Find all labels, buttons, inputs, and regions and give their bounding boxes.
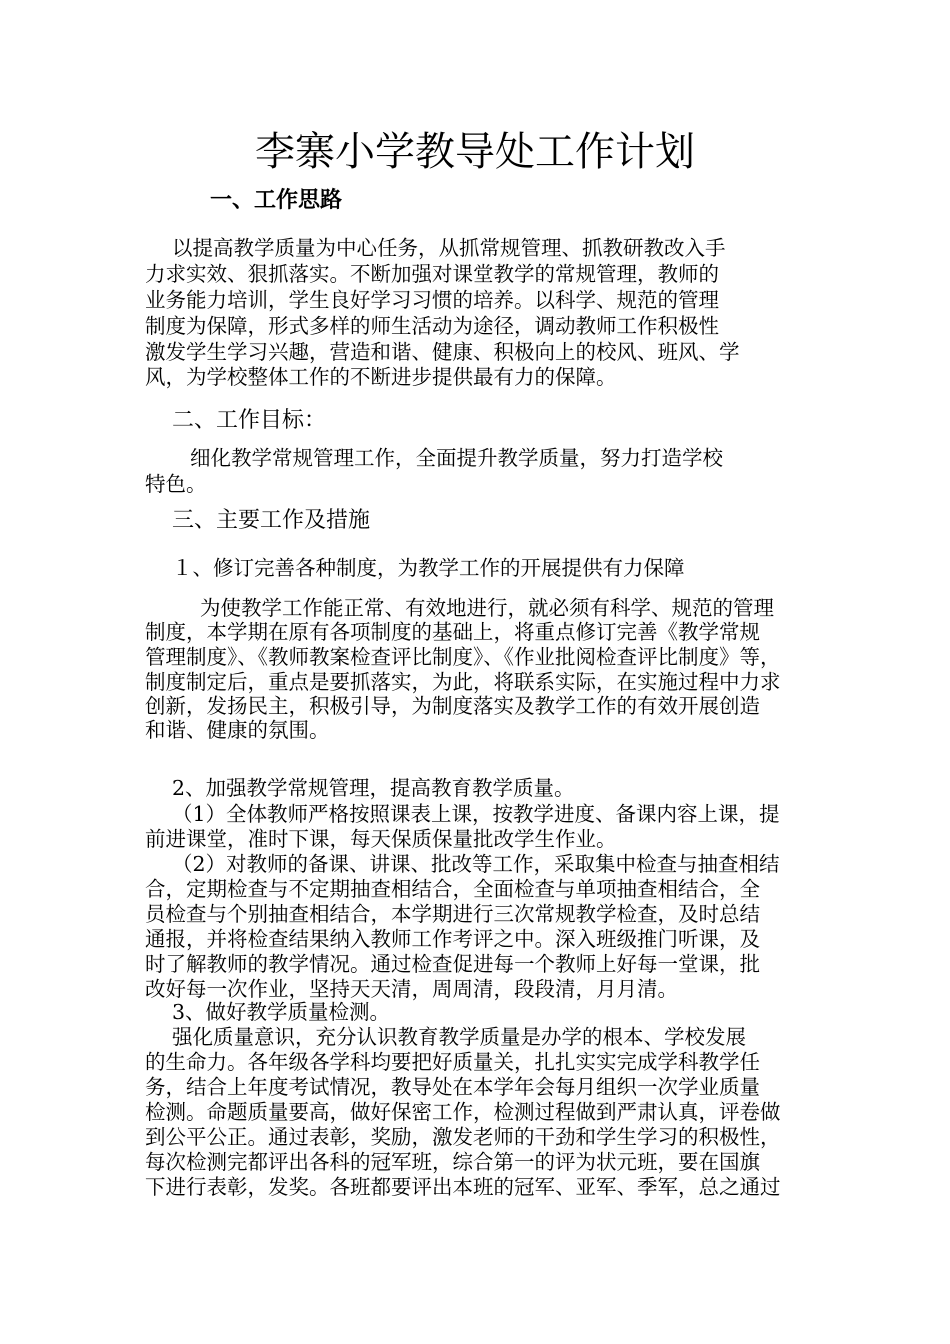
subheading: １、修订完善各种制度，为教学工作的开展提供有力保障 bbox=[172, 556, 685, 580]
paragraph-line: 强化质量意识，充分认识教育教学质量是办学的根本、学校发展 bbox=[172, 1025, 746, 1049]
paragraph-line: 前进课堂，准时下课，每天保质保量批改学生作业。 bbox=[145, 827, 617, 851]
paragraph-line: 制度为保障，形式多样的师生活动为途径，调动教师工作积极性 bbox=[145, 314, 719, 338]
paragraph-line: 特色。 bbox=[145, 472, 207, 496]
paragraph-line: 的生命力。各年级各学科均要把好质量关，扎扎实实完成学科教学任 bbox=[145, 1050, 760, 1074]
paragraph-line: 创新，发扬民主，积极引导，为制度落实及教学工作的有效开展创造 bbox=[145, 694, 760, 718]
section-heading-2: 二、工作目标： bbox=[172, 408, 327, 433]
paragraph-line: 激发学生学习兴趣，营造和谐、健康、积极向上的校风、班风、学 bbox=[145, 340, 740, 364]
paragraph-line: 每次检测完都评出各科的冠军班，综合第一的评为状元班，要在国旗 bbox=[145, 1150, 760, 1174]
section-heading-3: 三、主要工作及措施 bbox=[172, 508, 371, 533]
paragraph-line: 2、加强教学常规管理，提高教育教学质量。 bbox=[172, 776, 575, 800]
paragraph-line: 力求实效、狠抓落实。不断加强对课堂教学的常规管理，教师的 bbox=[145, 262, 719, 286]
paragraph-line: 检测。命题质量要高，做好保密工作，检测过程做到严肃认真，评卷做 bbox=[145, 1100, 781, 1124]
paragraph-line: 到公平公正。通过表彰，奖励，激发老师的干劲和学生学习的积极性， bbox=[145, 1125, 781, 1149]
paragraph-line: 改好每一次作业，坚持天天清，周周清，段段清，月月清。 bbox=[145, 977, 678, 1001]
paragraph-line: 风，为学校整体工作的不断进步提供最有力的保障。 bbox=[145, 365, 617, 389]
page-title: 李寨小学教导处工作计划 bbox=[255, 129, 695, 175]
paragraph-line: 员检查与个别抽查相结合，本学期进行三次常规教学检查，及时总结 bbox=[145, 902, 760, 926]
paragraph-line: 以提高教学质量为中心任务，从抓常规管理、抓教研教改入手 bbox=[172, 236, 726, 260]
paragraph-line: 和谐、健康的氛围。 bbox=[145, 718, 330, 742]
paragraph-line: （2）对教师的备课、讲课、批改等工作，采取集中检查与抽查相结 bbox=[172, 852, 780, 876]
paragraph-line: （1）全体教师严格按照课表上课，按教学进度、备课内容上课，提 bbox=[172, 802, 780, 826]
paragraph-line: 制度，本学期在原有各项制度的基础上，将重点修订完善《教学常规 bbox=[145, 620, 760, 644]
paragraph-line: 3、做好教学质量检测。 bbox=[172, 1000, 391, 1024]
paragraph-line: 为使教学工作能正常、有效地进行，就必须有科学、规范的管理 bbox=[200, 596, 774, 620]
paragraph-line: 合，定期检查与不定期抽查相结合，全面检查与单项抽查相结合，全 bbox=[145, 877, 760, 901]
paragraph-line: 业务能力培训，学生良好学习习惯的培养。以科学、规范的管理 bbox=[145, 288, 719, 312]
paragraph-line: 通报，并将检查结果纳入教师工作考评之中。深入班级推门听课，及 bbox=[145, 927, 760, 951]
paragraph-line: 制度制定后，重点是要抓落实，为此，将联系实际，在实施过程中力求 bbox=[145, 670, 781, 694]
paragraph-line: 下进行表彰，发奖。各班都要评出本班的冠军、亚军、季军，总之通过 bbox=[145, 1175, 781, 1199]
paragraph-line: 务，结合上年度考试情况，教导处在本学年会每月组织一次学业质量 bbox=[145, 1075, 760, 1099]
paragraph-line: 时了解教师的教学情况。通过检查促进每一个教师上好每一堂课，批 bbox=[145, 952, 760, 976]
section-heading-1: 一、工作思路 bbox=[210, 188, 343, 213]
paragraph-line: 管理制度》、《教师教案检查评比制度》、《作业批阅检查评比制度》等， bbox=[145, 645, 781, 669]
paragraph-line: 细化教学常规管理工作，全面提升教学质量，努力打造学校 bbox=[190, 446, 723, 470]
